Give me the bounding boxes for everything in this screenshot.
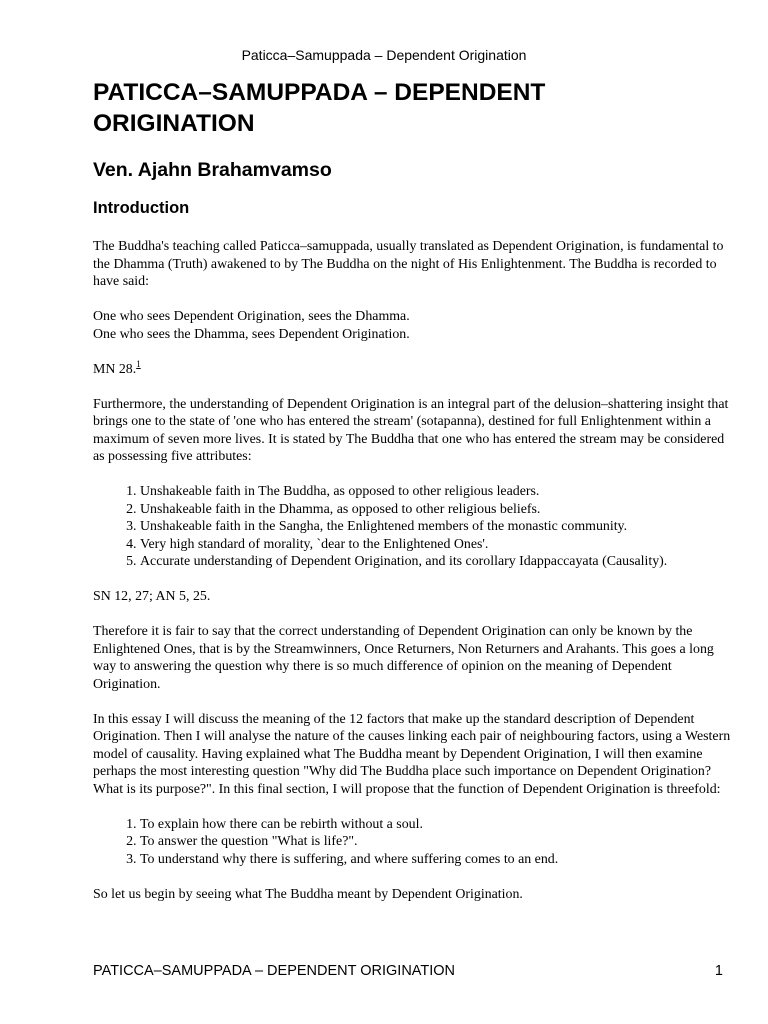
- footer-title: PATICCA–SAMUPPADA – DEPENDENT ORIGINATION: [93, 963, 456, 979]
- footnote-link-1[interactable]: 1: [136, 358, 141, 369]
- paragraph-intro: The Buddha's teaching called Paticca–samuppada, usually translated as Dependent Origination, is fundamental to the Dhamma (Truth) awakened to by The Buddha on the night of His Enlightenment. The Buddha is recorded to have said:: [93, 239, 724, 289]
- title-line-1: PATICCA–SAMUPPADA – DEPENDENT: [93, 79, 546, 106]
- title-line-2: ORIGINATION: [93, 110, 255, 137]
- list-item: 4. Very high standard of morality, `dear to the Enlightened Ones'.: [140, 536, 733, 554]
- document-title: [93, 77, 733, 139]
- attributes-list: [93, 483, 733, 571]
- page-number: 1: [714, 963, 723, 979]
- running-header: Paticca–Samuppada – Dependent Origination: [241, 47, 527, 63]
- section-heading-introduction: Introduction: [93, 199, 190, 217]
- list-item: 1. To explain how there can be rebirth without a soul.: [140, 816, 733, 834]
- functions-list: [93, 816, 733, 869]
- list-item: 5. Accurate understanding of Dependent Origination, and its corollary Idappaccayata (Causality).: [140, 553, 733, 571]
- list-item: 3. Unshakeable faith in the Sangha, the Enlightened members of the monastic community.: [140, 518, 733, 536]
- list-item: 2. Unshakeable faith in the Dhamma, as opposed to other religious beliefs.: [140, 501, 733, 519]
- paragraph-stream-entry: Furthermore, the understanding of Dependent Origination is an integral part of the delusion–shattering insight that brings one to the state of 'one who has entered the stream' (sotapanna), destined for full Enlightenment within a maximum of seven more lives. It is stated by The Buddha that one who has entered the stream may be considered as possessing five attributes:: [93, 396, 729, 464]
- paragraph-closing: So let us begin by seeing what The Buddha meant by Dependent Origination.: [93, 886, 523, 902]
- author-name: Ven. Ajahn Brahamvamso: [93, 159, 332, 181]
- list-item: 1. Unshakeable faith in The Buddha, as opposed to other religious leaders.: [140, 483, 733, 501]
- buddha-quote: [93, 308, 733, 343]
- paragraph-enlightened-ones: Therefore it is fair to say that the correct understanding of Dependent Origination can only be known by the Enlightened Ones, that is by the Streamwinners, Once Returners, Non Returners and Arahants. This goes a long way to answering the question why there is so much difference of opinion on the meaning of Dependent Origination.: [93, 624, 714, 692]
- paragraph-essay-outline: In this essay I will discuss the meaning of the 12 factors that make up the standard description of Dependent Origination. Then I will analyse the nature of the causes linking each pair of neighbouring factors, using a Western model of causality. Having explained what The Buddha meant by Dependent Origination, I will then examine perhaps the most interesting question "Why did The Buddha place such importance on Dependent Origination? What is its purpose?". In this final section, I will propose that the function of Dependent Origination is threefold:: [93, 711, 731, 797]
- list-item: 3. To understand why there is suffering, and where suffering comes to an end.: [140, 851, 733, 869]
- document-body: [93, 77, 733, 903]
- quote-line-1: One who sees Dependent Origination, sees the Dhamma.: [93, 309, 410, 324]
- citation-sn-an: SN 12, 27; AN 5, 25.: [93, 589, 211, 604]
- quote-line-2: One who sees the Dhamma, sees Dependent Origination.: [93, 326, 410, 342]
- citation-mn: [93, 358, 733, 379]
- list-item: 2. To answer the question "What is life?".: [140, 833, 733, 851]
- citation-mn-text: MN 28.: [93, 361, 137, 377]
